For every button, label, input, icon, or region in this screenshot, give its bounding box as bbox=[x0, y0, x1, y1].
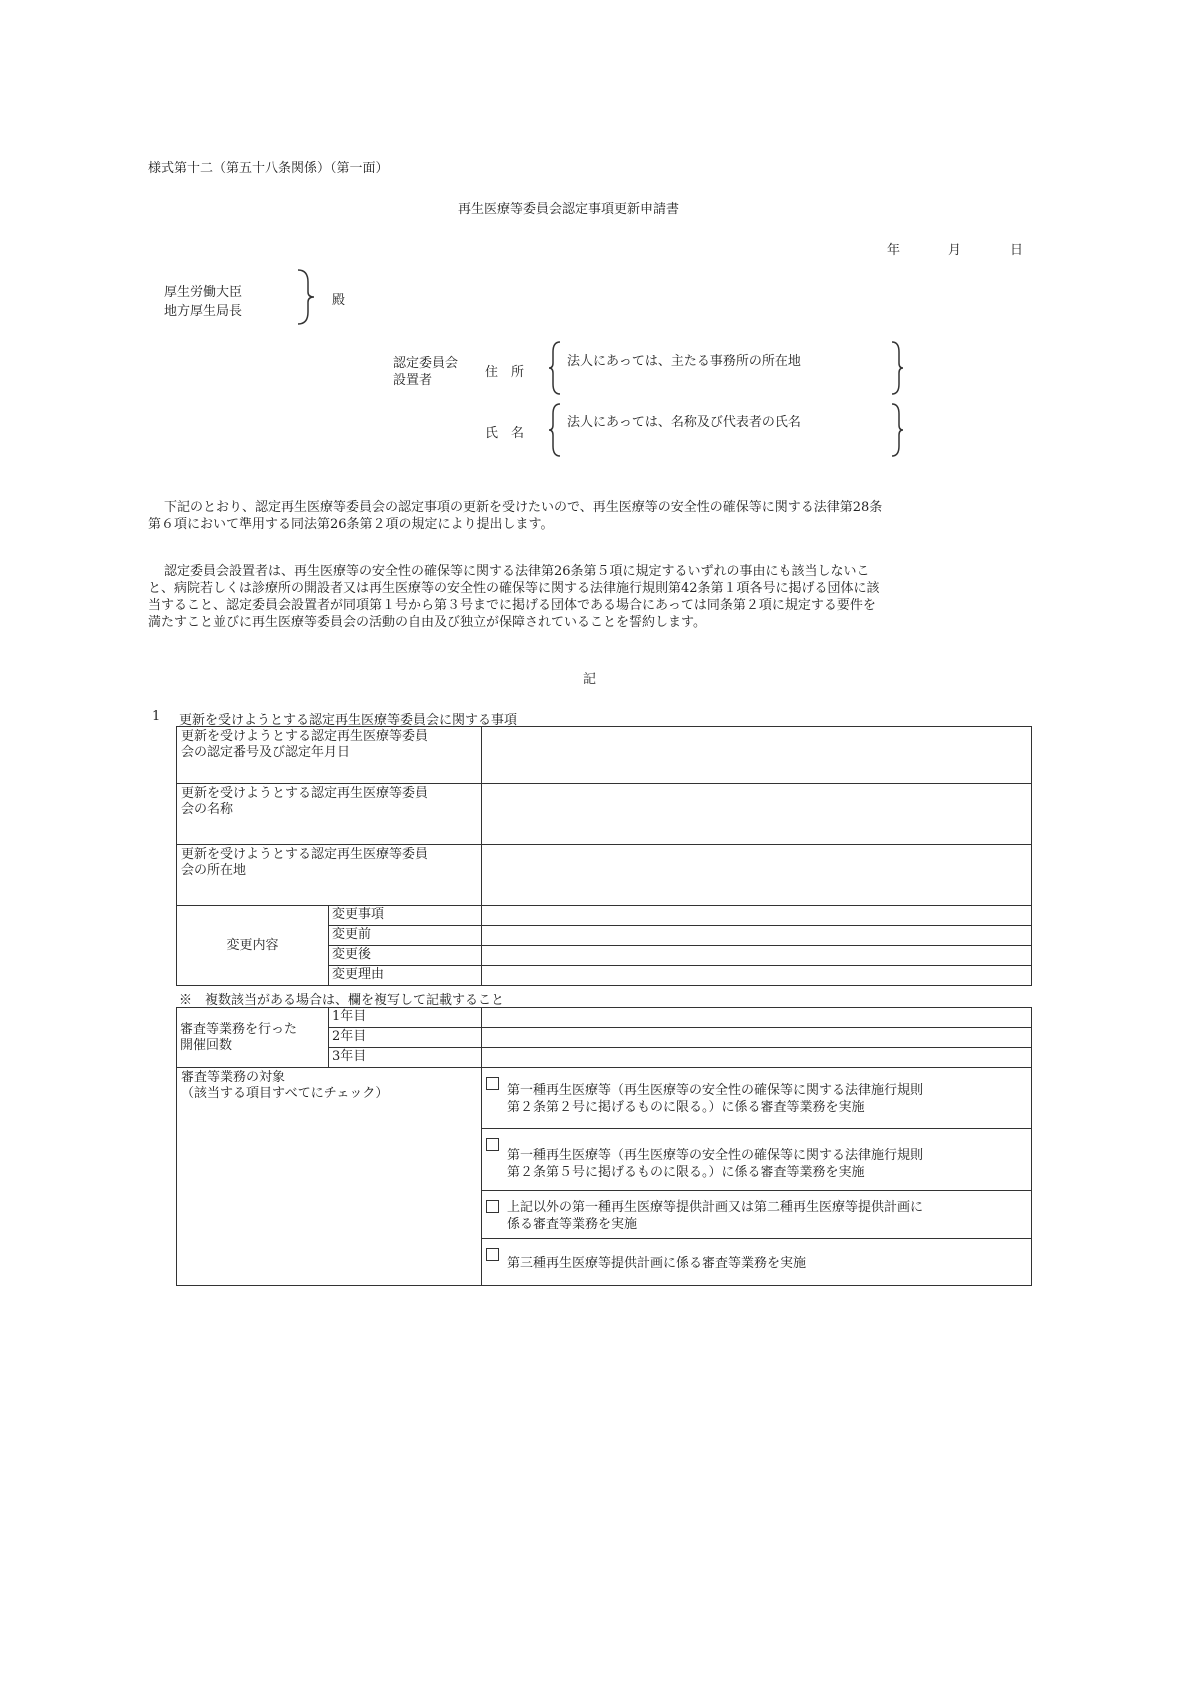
para2-line2: と、病院若しくは診療所の開設者又は再生医療等の安全性の確保等に関する法律施行規則第42条第１項各号に掲げる団体に該 bbox=[148, 581, 880, 596]
honorific-dono: 殿 bbox=[332, 293, 346, 308]
committee-location-field[interactable] bbox=[482, 845, 1032, 906]
cert-number-label: 更新を受けようとする認定再生医療等委員 会の認定番号及び認定年月日 bbox=[177, 727, 482, 784]
addressee-brace bbox=[296, 268, 316, 326]
name-label: 氏 名 bbox=[485, 426, 525, 441]
addressee-bureau: 地方厚生局長 bbox=[164, 304, 243, 319]
date-day-label: 日 bbox=[1010, 243, 1024, 258]
cert-number-field[interactable] bbox=[482, 727, 1032, 784]
table-row bbox=[177, 845, 1032, 906]
para2-line3: 当すること、認定委員会設置者が同項第１号から第３号までに掲げる団体である場合にあっては同条第２項に規定する要件を bbox=[148, 598, 876, 613]
year1-label: 1年目 bbox=[329, 1008, 482, 1028]
year2-field[interactable] bbox=[482, 1028, 1032, 1048]
committee-location-label: 更新を受けようとする認定再生医療等委員 会の所在地 bbox=[177, 845, 482, 906]
table-row bbox=[177, 727, 1032, 784]
change-before-field[interactable] bbox=[482, 926, 1032, 946]
year3-label: 3年目 bbox=[329, 1048, 482, 1068]
change-item-label: 変更事項 bbox=[329, 906, 482, 926]
review-table bbox=[176, 1007, 1032, 1286]
review-scope-label: 審査等業務の対象 （該当する項目すべてにチェック） bbox=[177, 1068, 482, 1286]
scope-checkbox-3[interactable] bbox=[486, 1200, 499, 1213]
scope-option-1: 第一種再生医療等（再生医療等の安全性の確保等に関する法律施行規則 第２条第２号に掲げるものに限る。）に係る審査等業務を実施 bbox=[482, 1068, 1032, 1129]
addressee-minister: 厚生労働大臣 bbox=[164, 285, 243, 300]
year1-field[interactable] bbox=[482, 1008, 1032, 1028]
committee-name-label: 更新を受けようとする認定再生医療等委員 会の名称 bbox=[177, 784, 482, 845]
table-row bbox=[177, 784, 1032, 845]
para2-line4: 満たすこと並びに再生医療等委員会の活動の自由及び独立が保障されていることを誓約します。 bbox=[148, 615, 706, 630]
date-month-label: 月 bbox=[948, 243, 962, 258]
name-note: 法人にあっては、名称及び代表者の氏名 bbox=[567, 415, 801, 430]
table-row bbox=[177, 1068, 1032, 1129]
table-row bbox=[177, 1008, 1032, 1028]
scope-option-4: 第三種再生医療等提供計画に係る審査等業務を実施 bbox=[482, 1239, 1032, 1286]
change-reason-label: 変更理由 bbox=[329, 966, 482, 986]
change-content-label: 変更内容 bbox=[177, 906, 329, 986]
section-number: 1 bbox=[152, 709, 161, 724]
address-note: 法人にあっては、主たる事務所の所在地 bbox=[567, 354, 801, 369]
copy-note: ※ 複数該当がある場合は、欄を複写して記載すること bbox=[179, 993, 505, 1008]
scope-option-2: 第一種再生医療等（再生医療等の安全性の確保等に関する法律施行規則 第２条第５号に掲げるものに限る。）に係る審査等業務を実施 bbox=[482, 1129, 1032, 1191]
committee-info-table bbox=[176, 726, 1032, 986]
scope-checkbox-4[interactable] bbox=[486, 1248, 499, 1261]
address-brace-right bbox=[890, 340, 904, 396]
year2-label: 2年目 bbox=[329, 1028, 482, 1048]
para1-line1: 下記のとおり、認定再生医療等委員会の認定事項の更新を受けたいので、再生医療等の安全性の確保等に関する法律第28条 bbox=[164, 500, 883, 515]
scope-option-3: 上記以外の第一種再生医療等提供計画又は第二種再生医療等提供計画に 係る審査等業務を実施 bbox=[482, 1191, 1032, 1239]
year3-field[interactable] bbox=[482, 1048, 1032, 1068]
name-brace-right bbox=[890, 402, 904, 458]
change-reason-field[interactable] bbox=[482, 966, 1032, 986]
scope-checkbox-1[interactable] bbox=[486, 1077, 499, 1090]
ki-heading: 記 bbox=[583, 672, 597, 687]
scope-checkbox-2[interactable] bbox=[486, 1138, 499, 1151]
change-after-field[interactable] bbox=[482, 946, 1032, 966]
table-row bbox=[177, 906, 1032, 926]
change-after-label: 変更後 bbox=[329, 946, 482, 966]
date-year-label: 年 bbox=[887, 243, 901, 258]
form-id: 様式第十二（第五十八条関係）（第一面） bbox=[148, 161, 389, 176]
para1-line2: 第６項において準用する同法第26条第２項の規定により提出します。 bbox=[148, 517, 554, 532]
para2-line1: 認定委員会設置者は、再生医療等の安全性の確保等に関する法律第26条第５項に規定するいずれの事由にも該当しないこ bbox=[164, 564, 870, 579]
name-brace-left bbox=[548, 402, 562, 458]
applicant-label-line1: 認定委員会 bbox=[393, 356, 459, 371]
applicant-label-line2: 設置者 bbox=[393, 373, 433, 388]
address-label: 住 所 bbox=[485, 365, 525, 380]
paragraph-application bbox=[148, 499, 1028, 533]
section-heading: 更新を受けようとする認定再生医療等委員会に関する事項 bbox=[179, 713, 518, 728]
address-brace-left bbox=[548, 340, 562, 396]
change-item-field[interactable] bbox=[482, 906, 1032, 926]
committee-name-field[interactable] bbox=[482, 784, 1032, 845]
change-before-label: 変更前 bbox=[329, 926, 482, 946]
document-title: 再生医療等委員会認定事項更新申請書 bbox=[458, 202, 680, 217]
meetings-count-label: 審査等業務を行った 開催回数 bbox=[177, 1008, 329, 1068]
paragraph-pledge bbox=[148, 563, 1028, 631]
